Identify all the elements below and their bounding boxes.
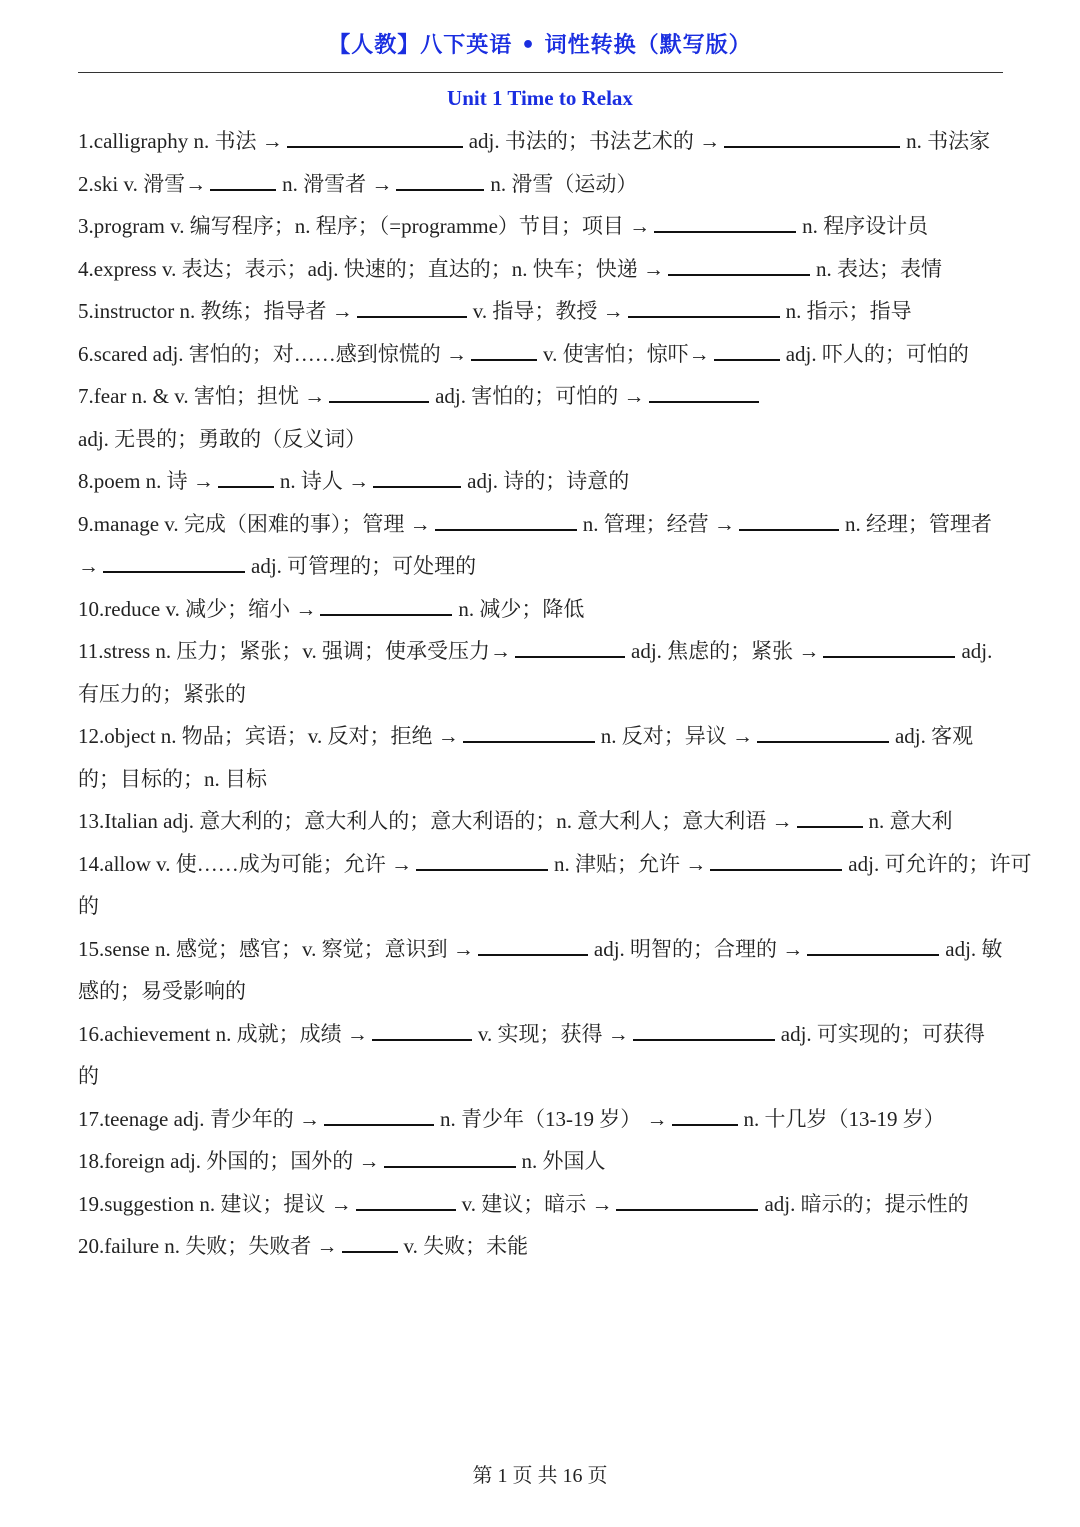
answer-blank[interactable] [357,294,467,318]
entry-text: 20.failure n. 失败；失败者 → [78,1234,338,1258]
entry-text: 9.manage v. 完成（困难的事）；管理 → [78,511,431,536]
answer-blank[interactable] [714,337,780,361]
word-entry [78,1140,1038,1183]
answer-blank[interactable] [515,634,625,658]
entry-text: n. 诗人 → [279,469,370,493]
word-entry [78,163,1003,206]
answer-blank[interactable] [668,252,810,276]
answer-blank[interactable] [710,847,842,871]
entry-text: adj. 明智的；合理的 → [593,936,804,961]
answer-blank[interactable] [329,379,429,403]
word-entry [78,928,1003,1013]
word-entry [78,630,1003,715]
entry-text: n. 书法家 [906,129,991,153]
word-entry [78,1098,1038,1141]
page-footer: 第 1 页 共 16 页 [472,1465,608,1487]
answer-blank[interactable] [435,507,577,531]
word-entry [78,120,1003,163]
entry-text: 18.foreign adj. 外国的；国外的 → [78,1149,380,1173]
entry-text: n. 意大利 [868,809,953,833]
entry-text: 17.teenage adj. 青少年的 → [78,1106,321,1131]
entry-text: n. 青少年（13-19 岁） → [440,1106,668,1131]
word-entry [78,588,1038,631]
entry-text: 6.scared adj. 害怕的；对……感到惊慌的 → [78,341,468,366]
entry-text: adj. 可管理的；可处理的 [251,554,477,578]
answer-blank[interactable] [739,507,839,531]
entry-text: 11.stress n. 压力；紧张；v. 强调；使承受压力→ [78,639,512,663]
entry-text: 5.instructor n. 教练；指导者 → [78,299,353,323]
entry-text: adj. 敏感的；易受影响的 [78,936,1003,1003]
entry-text: n. 十几岁（13-19 岁） [743,1106,945,1131]
entry-text: 10.reduce v. 减少；缩小 → [78,596,317,621]
word-entry [78,205,1038,248]
answer-blank[interactable] [103,549,245,573]
answer-blank[interactable] [649,379,759,403]
answer-blank[interactable] [416,847,548,871]
answer-blank[interactable] [287,124,463,148]
entry-text: 8.poem n. 诗 → [78,469,214,493]
entry-text: adj. 客观的；目标的；n. 目标 [78,724,974,791]
entry-text: 4.express v. 表达；表示；adj. 快速的；直达的；n. 快车；快递 → [78,256,665,281]
entry-text: n. 滑雪者 → [282,171,393,196]
entry-text: 2.ski v. 滑雪→ [78,171,207,196]
unit-title: Unit 1 Time to Relax [447,86,633,110]
entry-text: n. 减少；降低 [458,596,585,621]
entry-text: n. 管理；经营 → [582,511,735,536]
answer-blank[interactable] [672,1102,738,1126]
entry-text: 3.program v. 编写程序；n. 程序；（=programme）节目；项目 → [78,214,651,238]
answer-blank[interactable] [633,1017,775,1041]
entry-text: 1.calligraphy n. 书法 → [78,129,283,153]
answer-blank[interactable] [373,464,461,488]
entry-text: adj. 可实现的；可获得的 [78,1021,985,1088]
answer-blank[interactable] [823,634,955,658]
page-header-title: 【人教】八下英语 • 词性转换（默写版） [328,33,752,58]
answer-blank[interactable] [724,124,900,148]
word-entry [78,290,1038,333]
answer-blank[interactable] [210,167,276,191]
word-entry [78,1013,1003,1098]
answer-blank[interactable] [654,209,796,233]
entry-text: n. 指示；指导 [785,299,912,323]
entry-text: adj. 书法的；书法艺术的 → [468,129,721,153]
word-entry [78,333,1003,376]
answer-blank[interactable] [324,1102,434,1126]
answer-blank[interactable] [757,719,889,743]
word-entry [78,375,1043,460]
entry-text: adj. 无畏的；勇敢的（反义词） [78,426,367,451]
answer-blank[interactable] [478,932,588,956]
answer-blank[interactable] [807,932,939,956]
entry-text: 12.object n. 物品；宾语；v. 反对；拒绝 → [78,724,459,748]
word-entry [78,503,1003,588]
word-entry [78,248,1038,291]
entry-text: n. 表达；表情 [816,256,943,281]
answer-blank[interactable] [372,1017,472,1041]
answer-blank[interactable] [342,1229,398,1253]
answer-blank[interactable] [320,592,452,616]
word-entry [78,843,1038,928]
header-divider [78,72,1003,73]
answer-blank[interactable] [218,464,274,488]
answer-blank[interactable] [356,1187,456,1211]
entry-text: v. 失败；未能 [403,1234,529,1258]
entry-text: n. 程序设计员 [802,214,929,238]
entry-text: 15.sense n. 感觉；感官；v. 察觉；意识到 → [78,936,474,961]
entry-text: n. 津贴；允许 → [554,851,707,876]
entry-text: v. 使害怕；惊吓→ [543,341,710,366]
entry-text: 13.Italian adj. 意大利的；意大利人的；意大利语的；n. 意大利人；意大利语 → [78,809,793,833]
word-entry [78,460,1038,503]
entry-list [78,120,1038,1268]
entry-text: adj. 害怕的；可怕的 → [435,384,645,408]
entry-text: v. 实现；获得 → [477,1021,629,1046]
entry-text: adj. 可允许的；许可的 [78,851,1032,918]
entry-text: 7.fear n. & v. 害怕；担忧 → [78,384,326,408]
entry-text: 19.suggestion n. 建议；提议 → [78,1191,352,1216]
answer-blank[interactable] [797,804,863,828]
answer-blank[interactable] [471,337,537,361]
answer-blank[interactable] [396,167,484,191]
entry-text: n. 滑雪（运动） [490,171,638,196]
word-entry [78,715,1003,800]
entry-text: 14.allow v. 使……成为可能；允许 → [78,851,413,876]
word-entry [78,800,1038,843]
entry-text: n. 外国人 [521,1149,606,1173]
entry-text: n. 反对；异议 → [600,724,753,748]
answer-blank[interactable] [463,719,595,743]
entry-text: adj. 焦虑的；紧张 → [631,639,820,663]
entry-text: adj. 暗示的；提示性的 [764,1191,969,1216]
entry-text: adj. 吓人的；可怕的 [785,341,969,366]
word-entry [78,1183,1003,1226]
entry-text: n. 经理；管理者 → [78,511,992,578]
answer-blank[interactable] [628,294,780,318]
entry-text: 16.achievement n. 成就；成绩 → [78,1021,368,1046]
answer-blank[interactable] [384,1144,516,1168]
entry-text: v. 指导；教授 → [472,299,624,323]
entry-text: adj. 诗的；诗意的 [467,469,630,493]
entry-text: adj. 有压力的；紧张的 [78,639,993,706]
entry-text: v. 建议；暗示 → [461,1191,613,1216]
answer-blank[interactable] [616,1187,758,1211]
word-entry [78,1225,1038,1268]
